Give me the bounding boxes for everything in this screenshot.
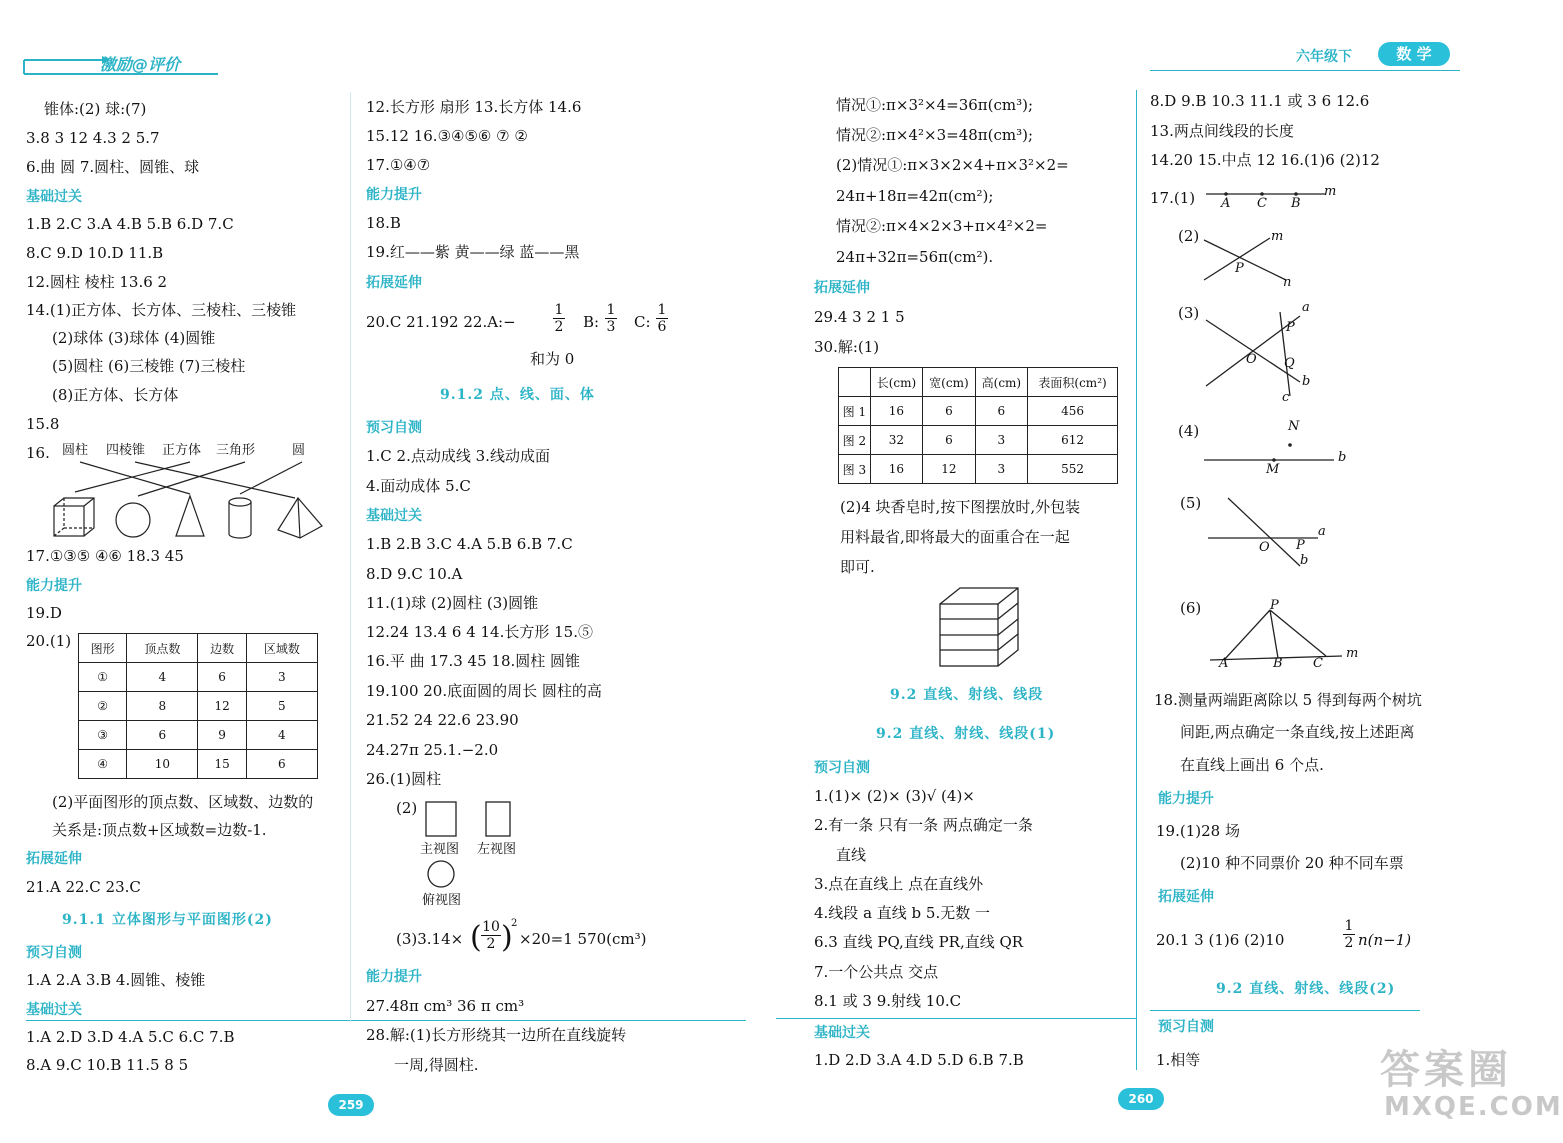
text-line: 24π+18π=42π(cm²); — [836, 187, 994, 205]
point-label: B — [1291, 196, 1301, 211]
table-cell: 6 — [923, 397, 975, 426]
text-line: (2)4 块香皂时,按下图摆放时,外包装 — [840, 498, 1081, 516]
text-line: 17.①④⑦ — [366, 156, 431, 174]
text-line: 20.C 21.192 22.A:− — [366, 313, 516, 331]
subsection-title: 9.1.2 点、线、面、体 — [440, 387, 595, 403]
point-label: A — [1221, 196, 1231, 211]
table-cell: 15 — [198, 750, 246, 779]
text-line: 情况②:π×4²×3=48π(cm³); — [836, 126, 1034, 144]
match-label: 三角形 — [216, 443, 256, 458]
text-line: (2)球体 (3)球体 (4)圆锥 — [52, 329, 216, 347]
table-cell: 高(cm) — [975, 368, 1027, 397]
point-label: O — [1259, 540, 1270, 555]
match-label: 正方体 — [162, 443, 202, 458]
table-cell: 图形 — [79, 634, 127, 663]
table-header-row — [839, 368, 1118, 397]
text-line: 12.24 13.4 6 4 14.长方形 15.⑤ — [366, 623, 593, 641]
triangle-lines-figure — [1196, 304, 1326, 404]
watermark-logo: 答案圈 — [1380, 1047, 1512, 1093]
table-cell: ④ — [79, 750, 127, 779]
text-line: 18.测量两端距离除以 5 得到每两个树坑 — [1154, 691, 1422, 709]
point-label: P — [1296, 538, 1305, 553]
line-label: b — [1338, 450, 1347, 465]
text-line: 8.A 9.C 10.B 11.5 8 5 — [26, 1056, 189, 1074]
fraction — [481, 919, 501, 952]
table-row — [79, 721, 318, 750]
text-line: 2.有一条 只有一条 两点确定一条 — [814, 816, 1033, 834]
fraction-denominator: 3 — [606, 319, 616, 335]
text-line: 1.相等 — [1156, 1051, 1201, 1069]
fraction-denominator: 2 — [554, 319, 564, 335]
table-row — [839, 455, 1118, 484]
line-label: m — [1346, 646, 1359, 661]
table-cell — [839, 368, 871, 397]
table-row — [79, 663, 318, 692]
text-line: (3) — [1178, 304, 1200, 322]
view-label: 左视图 — [477, 842, 517, 857]
text-line: 19.100 20.底面圆的周长 圆柱的高 — [366, 682, 602, 700]
text-line: 24π+32π=56π(cm²). — [836, 248, 994, 266]
text-line: 24.27π 25.1.−2.0 — [366, 741, 499, 759]
text-line: 在直线上画出 6 个点. — [1180, 756, 1324, 774]
table-cell: ② — [79, 692, 127, 721]
table-cell: 12 — [198, 692, 246, 721]
exponent: 2 — [511, 918, 518, 929]
header-brand: 激励@评价 — [100, 55, 181, 74]
table-row — [79, 692, 318, 721]
text-line: 15.8 — [26, 415, 60, 433]
point-label: C — [1257, 196, 1267, 211]
text-line: 8.D 9.B 10.3 11.1 或 3 6 12.6 — [1150, 92, 1370, 110]
text-line: 和为 0 — [530, 350, 575, 368]
line-label: m — [1271, 229, 1284, 244]
text-line: 6.曲 圆 7.圆柱、圆锥、球 — [26, 158, 200, 176]
point-label: A — [1219, 656, 1229, 671]
text-line: 30.解:(1) — [814, 338, 880, 356]
section-heading: 拓展延伸 — [26, 851, 82, 867]
fraction — [553, 302, 565, 335]
fraction-denominator: 6 — [657, 319, 667, 335]
stacked-boxes-figure — [930, 584, 1030, 674]
section-heading: 能力提升 — [1158, 791, 1214, 807]
text-line: 17.①③⑤ ④⑥ 18.3 45 — [26, 547, 184, 565]
text-line: 1.C 2.点动成线 3.线动成面 — [366, 447, 550, 465]
table-row — [839, 426, 1118, 455]
text-line: 15.12 16.③④⑤⑥ ⑦ ② — [366, 127, 528, 145]
section-heading: 基础过关 — [366, 508, 422, 524]
text-line: 12.长方形 扇形 13.长方体 14.6 — [366, 98, 582, 116]
fraction-denominator: 2 — [1344, 935, 1354, 951]
text-line: 18.B — [366, 214, 401, 232]
point-label: P — [1286, 320, 1295, 335]
paren: ) — [501, 920, 513, 955]
table-cell: 3 — [975, 455, 1027, 484]
table-row — [79, 750, 318, 779]
text-line: (6) — [1180, 599, 1202, 617]
solids-matching-figure — [40, 458, 340, 548]
match-label: 四棱锥 — [106, 443, 146, 458]
section-heading: 拓展延伸 — [814, 280, 870, 296]
text-line: 1.A 2.A 3.B 4.圆锥、棱锥 — [26, 971, 206, 989]
table-cell: 图 1 — [839, 397, 871, 426]
text-line: 情况②:π×4×2×3+π×4²×2= — [836, 217, 1048, 235]
text-line: 16.平 曲 17.3 45 18.圆柱 圆锥 — [366, 652, 581, 670]
subsection-title: 9.1.1 立体图形与平面图形(2) — [62, 912, 273, 928]
text-line: 19.红——紫 黄——绿 蓝——黑 — [366, 243, 580, 261]
text-line: (5)圆柱 (6)三棱锥 (7)三棱柱 — [52, 357, 246, 375]
text-line: (2) — [396, 799, 418, 817]
line-label: a — [1318, 524, 1326, 539]
text-line: 14.20 15.中点 12 16.(1)6 (2)12 — [1150, 151, 1380, 169]
table-cell: 9 — [198, 721, 246, 750]
table-cell: 顶点数 — [127, 634, 198, 663]
match-label: 圆柱 — [62, 443, 89, 458]
text-line: 27.48π cm³ 36 π cm³ — [366, 997, 525, 1015]
section-heading: 预习自测 — [1158, 1019, 1214, 1035]
text-line: 29.4 3 2 1 5 — [814, 308, 905, 326]
text-line: (3)3.14× — [396, 930, 464, 948]
table-header-row — [79, 634, 318, 663]
text-line: 4.面动成体 5.C — [366, 477, 471, 495]
point-label: B — [1273, 656, 1283, 671]
soap-box-table — [838, 367, 1118, 484]
fraction-denominator: 2 — [481, 935, 501, 952]
line-label: n — [1283, 275, 1292, 290]
point-label: P — [1270, 598, 1279, 613]
text-line: 1.A 2.D 3.D 4.A 5.C 6.C 7.B — [26, 1028, 235, 1046]
match-label: 圆 — [292, 443, 306, 458]
text-line: 3.8 3 12 4.3 2 5.7 — [26, 129, 160, 147]
table-cell: 552 — [1028, 455, 1118, 484]
text-line: (2) — [1178, 227, 1200, 245]
text-line: (5) — [1180, 494, 1202, 512]
text-line: 即可. — [840, 558, 875, 576]
text-line: 关系是:顶点数+区域数=边数-1. — [52, 821, 267, 839]
text-line: C: — [634, 313, 651, 331]
table-cell: 456 — [1028, 397, 1118, 426]
table-cell: 5 — [246, 692, 317, 721]
table-cell: 6 — [923, 426, 975, 455]
table-cell: 12 — [923, 455, 975, 484]
text-line: 锥体:(2) 球:(7) — [44, 100, 147, 118]
line-label: a — [1302, 300, 1310, 315]
text-line: (2)平面图形的顶点数、区域数、边数的 — [52, 793, 314, 811]
text-line: 28.解:(1)长方形绕其一边所在直线旋转 — [366, 1026, 627, 1044]
point-label: O — [1246, 352, 1257, 367]
text-line: 8.D 9.C 10.A — [366, 565, 463, 583]
text-line: 21.A 22.C 23.C — [26, 878, 141, 896]
view-label: 主视图 — [420, 842, 460, 857]
fraction-numerator: 10 — [482, 919, 500, 935]
text-line: 7.一个公共点 交点 — [814, 963, 939, 981]
fraction-numerator: 1 — [657, 302, 667, 318]
table-cell: 表面积(cm²) — [1028, 368, 1118, 397]
table-cell: 图 2 — [839, 426, 871, 455]
table-cell: 6 — [127, 721, 198, 750]
subsection-title: 9.2 直线、射线、线段 — [890, 687, 1044, 703]
text-line: 20.1 3 (1)6 (2)10 — [1156, 931, 1285, 949]
text-line: 直线 — [836, 846, 867, 864]
text-line: ×20=1 570(cm³) — [519, 930, 647, 948]
page-number-right: 260 — [1118, 1088, 1164, 1110]
text-line: 3.点在直线上 点在直线外 — [814, 875, 984, 893]
section-heading: 预习自测 — [26, 945, 82, 961]
table-row — [839, 397, 1118, 426]
header-grade: 六年级下 — [1296, 49, 1352, 65]
table-cell: 4 — [127, 663, 198, 692]
section-heading: 基础过关 — [814, 1025, 870, 1041]
table-cell: 612 — [1028, 426, 1118, 455]
table-cell: 3 — [246, 663, 317, 692]
table-cell: 16 — [870, 455, 922, 484]
text-line: 情况①:π×3²×4=36π(cm³); — [836, 96, 1034, 114]
table-cell: 宽(cm) — [923, 368, 975, 397]
text-line: 1.B 2.C 3.A 4.B 5.B 6.D 7.C — [26, 215, 234, 233]
text-line: 8.C 9.D 10.D 11.B — [26, 244, 164, 262]
text-line: 12.圆柱 棱柱 13.6 2 — [26, 273, 168, 291]
text-line: (2)情况①:π×3×2×4+π×3²×2= — [836, 156, 1069, 174]
text-line: (2)10 种不同票价 20 种不同车票 — [1180, 854, 1404, 872]
fraction-numerator: 1 — [1344, 918, 1354, 934]
line-label: b — [1300, 553, 1309, 568]
line-label: c — [1282, 390, 1290, 405]
table-cell: 区域数 — [246, 634, 317, 663]
fraction-numerator: 1 — [606, 302, 616, 318]
divider — [26, 1020, 746, 1021]
text-line: 间距,两点确定一条直线,按上述距离 — [1180, 723, 1415, 741]
table-cell: 边数 — [198, 634, 246, 663]
header-subject-badge: 数 学 — [1378, 42, 1450, 66]
section-heading: 拓展延伸 — [366, 275, 422, 291]
section-heading: 能力提升 — [366, 187, 422, 203]
line-label: b — [1302, 374, 1311, 389]
section-heading: 基础过关 — [26, 189, 82, 205]
text-line: (8)正方体、长方体 — [52, 386, 179, 404]
text-line: 17.(1) — [1150, 189, 1196, 207]
table-cell: 6 — [246, 750, 317, 779]
text-line: (4) — [1178, 422, 1200, 440]
text-line: 4.线段 a 直线 b 5.无数 一 — [814, 904, 991, 922]
divider — [776, 1018, 1136, 1019]
fraction — [656, 302, 668, 335]
text-line: 26.(1)圆柱 — [366, 770, 442, 788]
fraction — [1343, 918, 1355, 951]
point-label: P — [1235, 261, 1244, 276]
text-line: 1.D 2.D 3.A 4.D 5.D 6.B 7.B — [814, 1051, 1024, 1069]
text-line: 6.3 直线 PQ,直线 PR,直线 QR — [814, 933, 1024, 951]
line-label: m — [1324, 184, 1337, 199]
table-cell: 16 — [870, 397, 922, 426]
text-line: 20.(1) — [26, 632, 72, 650]
table-cell: 4 — [246, 721, 317, 750]
text-line: 用料最省,即将最大的面重合在一起 — [840, 528, 1070, 546]
divider — [1150, 1010, 1420, 1011]
fraction — [605, 302, 617, 335]
watermark-url: MXQE.COM — [1384, 1092, 1563, 1122]
text-line: 21.52 24 22.6 23.90 — [366, 711, 519, 729]
table-cell: ① — [79, 663, 127, 692]
text-line: 14.(1)正方体、长方体、三棱柱、三棱锥 — [26, 301, 297, 319]
section-heading: 能力提升 — [366, 969, 422, 985]
point-label: M — [1266, 462, 1280, 477]
text-line: 19.D — [26, 604, 62, 622]
text-line: 1.B 2.B 3.C 4.A 5.B 6.B 7.C — [366, 535, 573, 553]
point-label: Q — [1284, 356, 1295, 371]
text-line: 19.(1)28 场 — [1156, 822, 1240, 840]
text-line: 8.1 或 3 9.射线 10.C — [814, 992, 962, 1010]
text-line: n(n−1) — [1358, 931, 1412, 949]
section-heading: 预习自测 — [814, 760, 870, 776]
vertex-edge-table — [78, 633, 318, 779]
section-heading: 拓展延伸 — [1158, 889, 1214, 905]
section-heading: 基础过关 — [26, 1002, 82, 1018]
table-cell: 图 3 — [839, 455, 871, 484]
table-cell: ③ — [79, 721, 127, 750]
column-divider — [350, 92, 351, 1022]
text-line: 13.两点间线段的长度 — [1150, 122, 1294, 140]
ray-figure — [1200, 494, 1330, 574]
subsection-title: 9.2 直线、射线、线段(1) — [876, 726, 1056, 742]
point-label: C — [1313, 656, 1323, 671]
table-cell: 6 — [975, 397, 1027, 426]
table-cell: 8 — [127, 692, 198, 721]
fraction-numerator: 1 — [554, 302, 564, 318]
section-heading: 能力提升 — [26, 578, 82, 594]
text-line: 11.(1)球 (2)圆柱 (3)圆锥 — [366, 594, 539, 612]
table-cell: 长(cm) — [870, 368, 922, 397]
page-number-left: 259 — [328, 1094, 374, 1116]
section-heading: 预习自测 — [366, 420, 422, 436]
text-line: 1.(1)× (2)× (3)√ (4)× — [814, 787, 975, 805]
point-label: N — [1288, 419, 1300, 434]
table-cell: 3 — [975, 426, 1027, 455]
question-number: 16. — [26, 444, 50, 462]
column-divider — [1136, 90, 1137, 1070]
paren: ( — [470, 920, 482, 955]
text-line: B: — [583, 313, 600, 331]
text-line: 一周,得圆柱. — [394, 1056, 479, 1074]
header-rule — [1150, 70, 1460, 71]
view-label: 俯视图 — [422, 893, 462, 908]
table-cell: 6 — [198, 663, 246, 692]
table-cell: 32 — [870, 426, 922, 455]
subsection-title: 9.2 直线、射线、线段(2) — [1216, 981, 1396, 997]
table-cell: 10 — [127, 750, 198, 779]
